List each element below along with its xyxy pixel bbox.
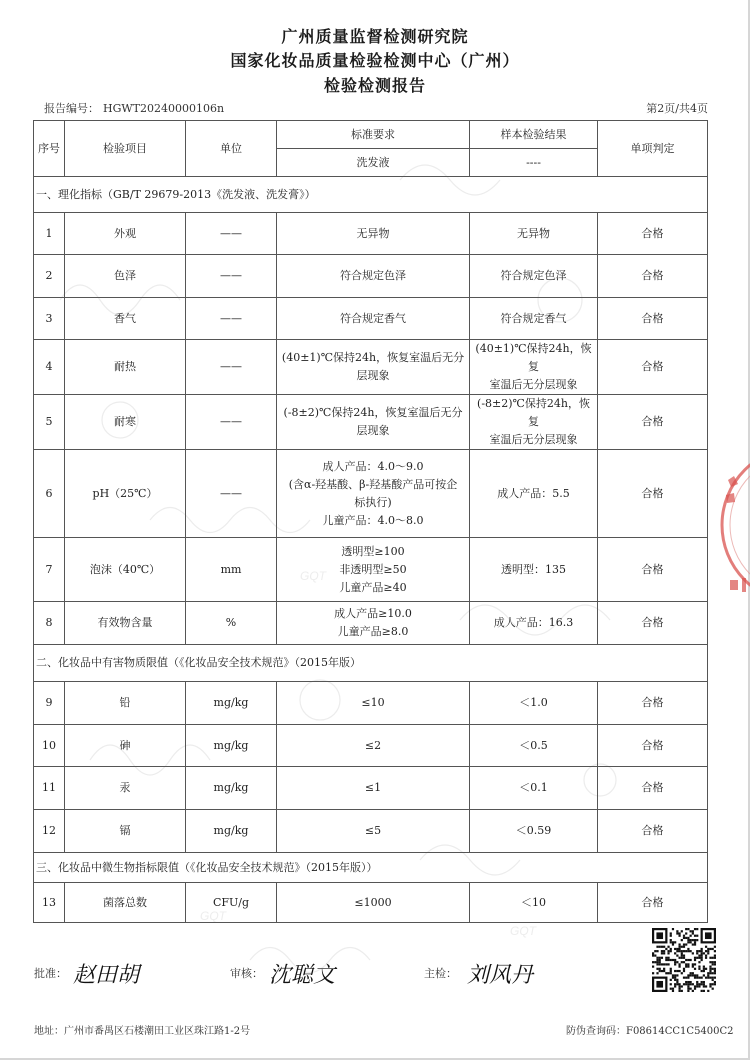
- col-header-item: 检验项目: [65, 121, 186, 177]
- standard-line: 符合规定色泽: [340, 269, 406, 282]
- anti-fake-code: 防伪查询码：F08614CC1C5400C2: [566, 1026, 734, 1037]
- standard-line: 成人产品≥10.0: [334, 607, 412, 620]
- cell-result: [470, 213, 598, 255]
- main-inspector-signature-image: [461, 955, 561, 991]
- standard-line: (-8±2)℃保持24h，恢复室温后无分: [283, 406, 463, 419]
- cell-judgement: 合格: [598, 767, 708, 810]
- cell-unit: mg/kg: [186, 682, 277, 725]
- cell-no: 6: [34, 450, 65, 538]
- standard-line: ≤10: [361, 696, 385, 709]
- section-row: [34, 853, 708, 883]
- approve-label: 批准：: [34, 967, 67, 980]
- standard-line: ≤1: [364, 781, 382, 794]
- cell-unit: ——: [186, 395, 277, 450]
- cell-judgement: 合格: [598, 682, 708, 725]
- approve-name: 赵田胡: [72, 963, 139, 988]
- cell-item: 镉: [65, 810, 186, 853]
- section-row: [34, 177, 708, 213]
- cell-result: [470, 298, 598, 340]
- cell-item: 耐热: [65, 340, 186, 395]
- cell-judgement: 合格: [598, 725, 708, 767]
- cell-no: 1: [34, 213, 65, 255]
- standard-line: 标执行): [354, 495, 392, 509]
- cell-standard: [277, 725, 470, 767]
- cell-standard: [277, 450, 470, 538]
- cell-result: [470, 340, 598, 395]
- table-row: [34, 883, 708, 923]
- cell-result: [470, 450, 598, 538]
- standard-line: 成人产品：4.0～9.0: [322, 459, 424, 473]
- standard-line: 儿童产品：4.0～8.0: [322, 513, 424, 527]
- cell-judgement: 合格: [598, 213, 708, 255]
- standard-line: (40±1)℃保持24h，恢复室温后无分: [281, 351, 465, 364]
- col-header-unit: 单位: [186, 121, 277, 177]
- approve-signature: [34, 955, 163, 991]
- cell-result: [470, 682, 598, 725]
- center-name: 国家化妆品质量检验检测中心（广州）: [230, 51, 520, 70]
- result-line: ＜1.0: [519, 696, 548, 709]
- review-signature-image: [267, 955, 359, 991]
- cell-unit: mm: [186, 538, 277, 602]
- cell-judgement: 合格: [598, 450, 708, 538]
- cell-judgement: 合格: [598, 602, 708, 645]
- table-row: [34, 255, 708, 298]
- red-seal-stamp: [720, 440, 750, 610]
- table-row: [34, 298, 708, 340]
- cell-unit: ——: [186, 213, 277, 255]
- cell-no: 8: [34, 602, 65, 645]
- cell-item: 外观: [65, 213, 186, 255]
- result-line: ＜0.59: [515, 824, 552, 837]
- section-row: [34, 645, 708, 682]
- cell-result: [470, 810, 598, 853]
- cell-no: 4: [34, 340, 65, 395]
- cell-item: 铅: [65, 682, 186, 725]
- result-line: 室温后无分层现象: [489, 378, 578, 391]
- table-row: [34, 682, 708, 725]
- cell-judgement: 合格: [598, 395, 708, 450]
- header-row: [34, 121, 708, 149]
- result-line: 成人产品：5.5: [497, 486, 570, 500]
- cell-judgement: 合格: [598, 255, 708, 298]
- review-label: 审核：: [230, 967, 263, 980]
- standard-line: 儿童产品≥40: [339, 580, 407, 594]
- table-row: [34, 450, 708, 538]
- table-row: [34, 395, 708, 450]
- cell-judgement: 合格: [598, 810, 708, 853]
- watermark-text-1: GQT: [300, 569, 326, 583]
- cell-result: [470, 725, 598, 767]
- standard-line: ≤5: [364, 824, 382, 837]
- cell-unit: ——: [186, 255, 277, 298]
- result-line: 无异物: [517, 226, 550, 240]
- cell-judgement: 合格: [598, 883, 708, 923]
- result-line: ＜0.1: [519, 781, 548, 794]
- table-row: [34, 767, 708, 810]
- review-name: 沈聪文: [268, 963, 335, 988]
- cell-standard: [277, 682, 470, 725]
- cell-result: [470, 767, 598, 810]
- report-number: [44, 100, 224, 116]
- cell-unit: ——: [186, 340, 277, 395]
- cell-item: 香气: [65, 298, 186, 340]
- cell-unit: ——: [186, 298, 277, 340]
- cell-item: pH（25℃）: [65, 450, 186, 538]
- col-header-standard-sub: 洗发液: [277, 149, 470, 177]
- cell-unit: mg/kg: [186, 767, 277, 810]
- standard-line: ≤1000: [354, 895, 392, 909]
- cell-unit: CFU/g: [186, 883, 277, 923]
- cell-no: 13: [34, 883, 65, 923]
- cell-result: [470, 602, 598, 645]
- cell-unit: mg/kg: [186, 810, 277, 853]
- cell-standard: [277, 213, 470, 255]
- col-header-result-sub: ----: [470, 149, 598, 177]
- cell-unit: mg/kg: [186, 725, 277, 767]
- standard-line: 无异物: [356, 226, 390, 240]
- review-signature: [230, 955, 359, 991]
- approve-signature-image: [71, 955, 163, 991]
- col-header-standard: 标准要求: [277, 121, 470, 149]
- cell-no: 9: [34, 682, 65, 725]
- watermark-text-3: GQT: [510, 924, 536, 938]
- table-row: [34, 725, 708, 767]
- standard-line: 儿童产品≥8.0: [337, 625, 409, 638]
- cell-item: 色泽: [65, 255, 186, 298]
- qr-code-icon[interactable]: [652, 928, 716, 992]
- result-line: 符合规定香气: [500, 311, 567, 325]
- address: 地址：广州市番禺区石楼潮田工业区珠江路1-2号: [34, 1026, 251, 1037]
- cell-item: 耐寒: [65, 395, 186, 450]
- table-row: [34, 602, 708, 645]
- cell-standard: [277, 298, 470, 340]
- cell-item: 汞: [65, 767, 186, 810]
- main-inspector-signature: [424, 955, 561, 991]
- cell-standard: [277, 538, 470, 602]
- page-info: 第2页/共4页: [646, 102, 708, 115]
- report-number-value: HGWT20240000106n: [103, 102, 225, 115]
- result-line: 室温后无分层现象: [489, 433, 578, 446]
- standard-line: 非透明型≥50: [339, 562, 407, 576]
- cell-result: [470, 395, 598, 450]
- result-line: 成人产品：16.3: [493, 616, 574, 629]
- table-row: [34, 538, 708, 602]
- main-inspector-name: 刘风丹: [466, 963, 533, 988]
- section-title: 一、理化指标（GB/T 29679-2013《洗发液、洗发膏》）: [34, 177, 708, 213]
- cell-result: [470, 883, 598, 923]
- table-row: [34, 810, 708, 853]
- cell-result: [470, 538, 598, 602]
- standard-line: (含α-羟基酸、β-羟基酸产品可按企: [288, 477, 458, 491]
- cell-unit: ——: [186, 450, 277, 538]
- cell-standard: [277, 395, 470, 450]
- cell-result: [470, 255, 598, 298]
- cell-no: 7: [34, 538, 65, 602]
- cell-no: 2: [34, 255, 65, 298]
- cell-judgement: 合格: [598, 538, 708, 602]
- cell-standard: [277, 883, 470, 923]
- cell-unit: %: [186, 602, 277, 645]
- cell-no: 11: [34, 767, 65, 810]
- cell-item: 有效物含量: [65, 602, 186, 645]
- col-header-result: 样本检验结果: [470, 121, 598, 149]
- table-row: [34, 213, 708, 255]
- result-line: (40±1)℃保持24h，恢复: [475, 342, 592, 373]
- report-number-label: 报告编号：: [44, 102, 99, 115]
- cell-standard: [277, 767, 470, 810]
- institute-name: 广州质量监督检测研究院: [281, 27, 469, 46]
- main-inspector-label: 主检：: [424, 967, 457, 980]
- result-line: (-8±2)℃保持24h，恢复: [477, 397, 590, 428]
- cell-standard: [277, 340, 470, 395]
- standard-line: 透明型≥100: [341, 544, 405, 558]
- cell-judgement: 合格: [598, 340, 708, 395]
- cell-standard: [277, 255, 470, 298]
- standard-line: ≤2: [364, 738, 382, 752]
- col-header-judgement: 单项判定: [598, 121, 708, 177]
- section-title: 二、化妆品中有害物质限值（《化妆品安全技术规范》（2015年版）: [34, 645, 708, 682]
- cell-no: 12: [34, 810, 65, 853]
- result-line: 符合规定色泽: [500, 269, 567, 282]
- col-header-no: 序号: [34, 121, 65, 177]
- report-title: 检验检测报告: [323, 76, 426, 95]
- cell-item: 泡沫（40℃）: [65, 538, 186, 602]
- result-line: 透明型：135: [501, 562, 566, 576]
- results-table: [33, 120, 708, 923]
- cell-no: 10: [34, 725, 65, 767]
- cell-item: 砷: [65, 725, 186, 767]
- standard-line: 层现象: [356, 369, 390, 382]
- standard-line: 层现象: [356, 424, 390, 437]
- watermark-text-2: GQT: [200, 909, 226, 923]
- result-line: ＜10: [521, 895, 546, 909]
- section-title: 三、化妆品中微生物指标限值（《化妆品安全技术规范》（2015年版））: [34, 853, 708, 883]
- table-row: [34, 340, 708, 395]
- standard-line: 符合规定香气: [340, 311, 406, 325]
- cell-no: 3: [34, 298, 65, 340]
- cell-standard: [277, 602, 470, 645]
- cell-standard: [277, 810, 470, 853]
- cell-item: 菌落总数: [65, 883, 186, 923]
- cell-judgement: 合格: [598, 298, 708, 340]
- cell-no: 5: [34, 395, 65, 450]
- result-line: ＜0.5: [519, 738, 548, 752]
